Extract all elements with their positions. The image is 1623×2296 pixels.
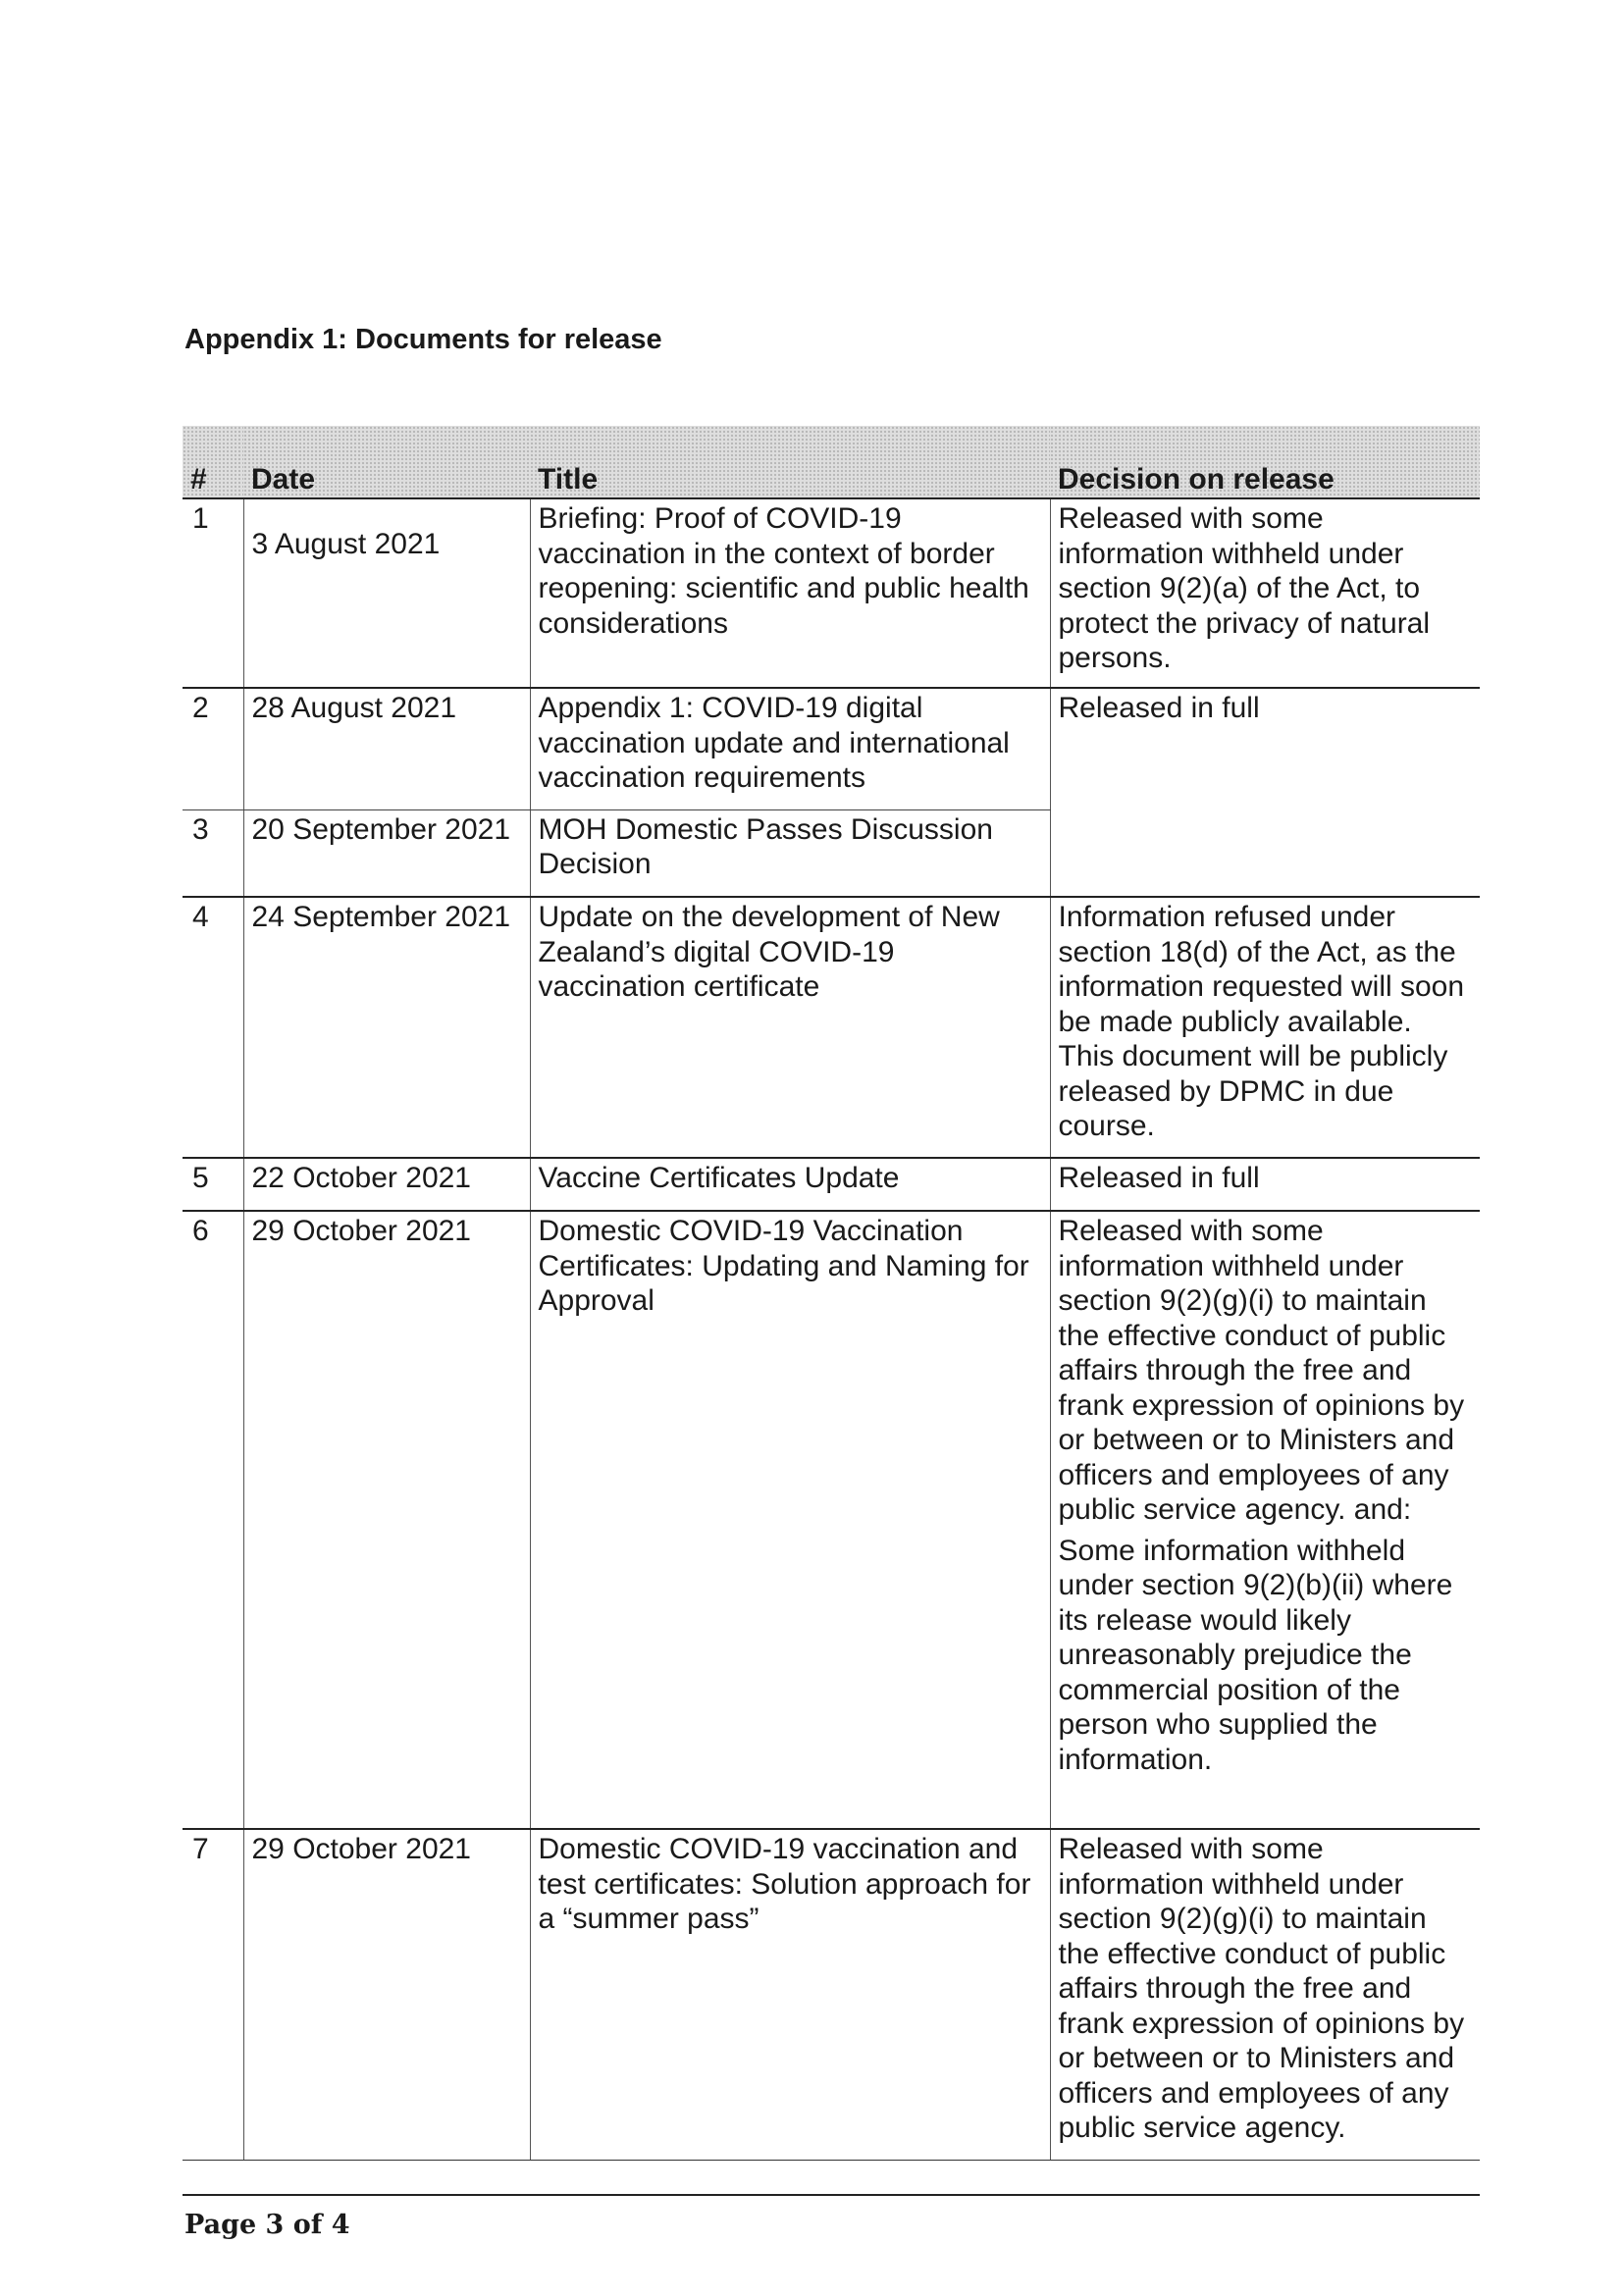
row-decision bbox=[1050, 1211, 1480, 1829]
row-number: 2 bbox=[183, 688, 243, 809]
row-decision bbox=[1050, 897, 1480, 1158]
row-date: 20 September 2021 bbox=[243, 809, 530, 897]
table-row bbox=[183, 498, 1480, 688]
row-title: Domestic COVID-19 vaccination and test certificates: Solution approach for a “summer pass” bbox=[530, 1829, 1050, 2160]
row-decision bbox=[1050, 1829, 1480, 2160]
row-date: 22 October 2021 bbox=[243, 1158, 530, 1211]
decision-text: Released in full bbox=[1058, 1162, 1260, 1194]
row-number: 5 bbox=[183, 1158, 243, 1211]
table-row bbox=[183, 688, 1480, 809]
table-header-row bbox=[183, 426, 1480, 498]
decision-text: Released with some information withheld under section 9(2)(a) of the Act, to protect the privacy of natural persons. bbox=[1058, 502, 1431, 674]
row-title: Domestic COVID-19 Vaccination Certificates: Updating and Naming for Approval bbox=[530, 1211, 1050, 1829]
row-date: 29 October 2021 bbox=[243, 1829, 530, 2160]
row-number: 7 bbox=[183, 1829, 243, 2160]
footer-divider bbox=[183, 2194, 1480, 2196]
table-row bbox=[183, 1211, 1480, 1829]
page-title: Appendix 1: Documents for release bbox=[184, 324, 662, 355]
row-title: Update on the development of New Zealand’s digital COVID-19 vaccination certificate bbox=[530, 897, 1050, 1158]
decision-text: Released with some information withheld under section 9(2)(g)(i) to maintain the effective conduct of public affairs through the free and frank expression of opinions by or between or to Ministers and officers and employees of any public service agency. bbox=[1058, 1833, 1465, 2144]
row-decision bbox=[1050, 688, 1480, 897]
row-date: 28 August 2021 bbox=[243, 688, 530, 809]
documents-table bbox=[183, 426, 1480, 2161]
page-number: Page 3 of 4 bbox=[184, 2210, 350, 2240]
row-date: 29 October 2021 bbox=[243, 1211, 530, 1829]
decision-text: Released with some information withheld under section 9(2)(g)(i) to maintain the effective conduct of public affairs through the free and frank expression of opinions by or between or to Ministers and officers and employees of any public service agency. and: bbox=[1058, 1215, 1465, 1526]
header-number: # bbox=[183, 426, 243, 498]
header-date: Date bbox=[243, 426, 530, 498]
row-title: MOH Domestic Passes Discussion Decision bbox=[530, 809, 1050, 897]
table-row bbox=[183, 1829, 1480, 2160]
row-decision bbox=[1050, 498, 1480, 688]
decision-text: Released in full bbox=[1058, 692, 1260, 724]
decision-text: Some information withheld under section 9(2)(b)(ii) where its release would likely unreasonably prejudice the commercial position of the person who supplied the information. bbox=[1058, 1534, 1453, 1776]
table-row bbox=[183, 897, 1480, 1158]
row-title: Appendix 1: COVID-19 digital vaccination update and international vaccination requirements bbox=[530, 688, 1050, 809]
row-date: 3 August 2021 bbox=[243, 498, 530, 688]
row-decision bbox=[1050, 1158, 1480, 1211]
header-decision: Decision on release bbox=[1050, 426, 1480, 498]
table-row bbox=[183, 1158, 1480, 1211]
row-number: 6 bbox=[183, 1211, 243, 1829]
row-title: Vaccine Certificates Update bbox=[530, 1158, 1050, 1211]
row-number: 3 bbox=[183, 809, 243, 897]
row-date: 24 September 2021 bbox=[243, 897, 530, 1158]
row-title: Briefing: Proof of COVID-19 vaccination in the context of border reopening: scientific and public health considerations bbox=[530, 498, 1050, 688]
decision-text: Information refused under section 18(d) of the Act, as the information requested will soon be made publicly available. This document will be publicly released by DPMC in due course. bbox=[1058, 901, 1465, 1142]
row-number: 4 bbox=[183, 897, 243, 1158]
header-title: Title bbox=[530, 426, 1050, 498]
row-number: 1 bbox=[183, 498, 243, 688]
